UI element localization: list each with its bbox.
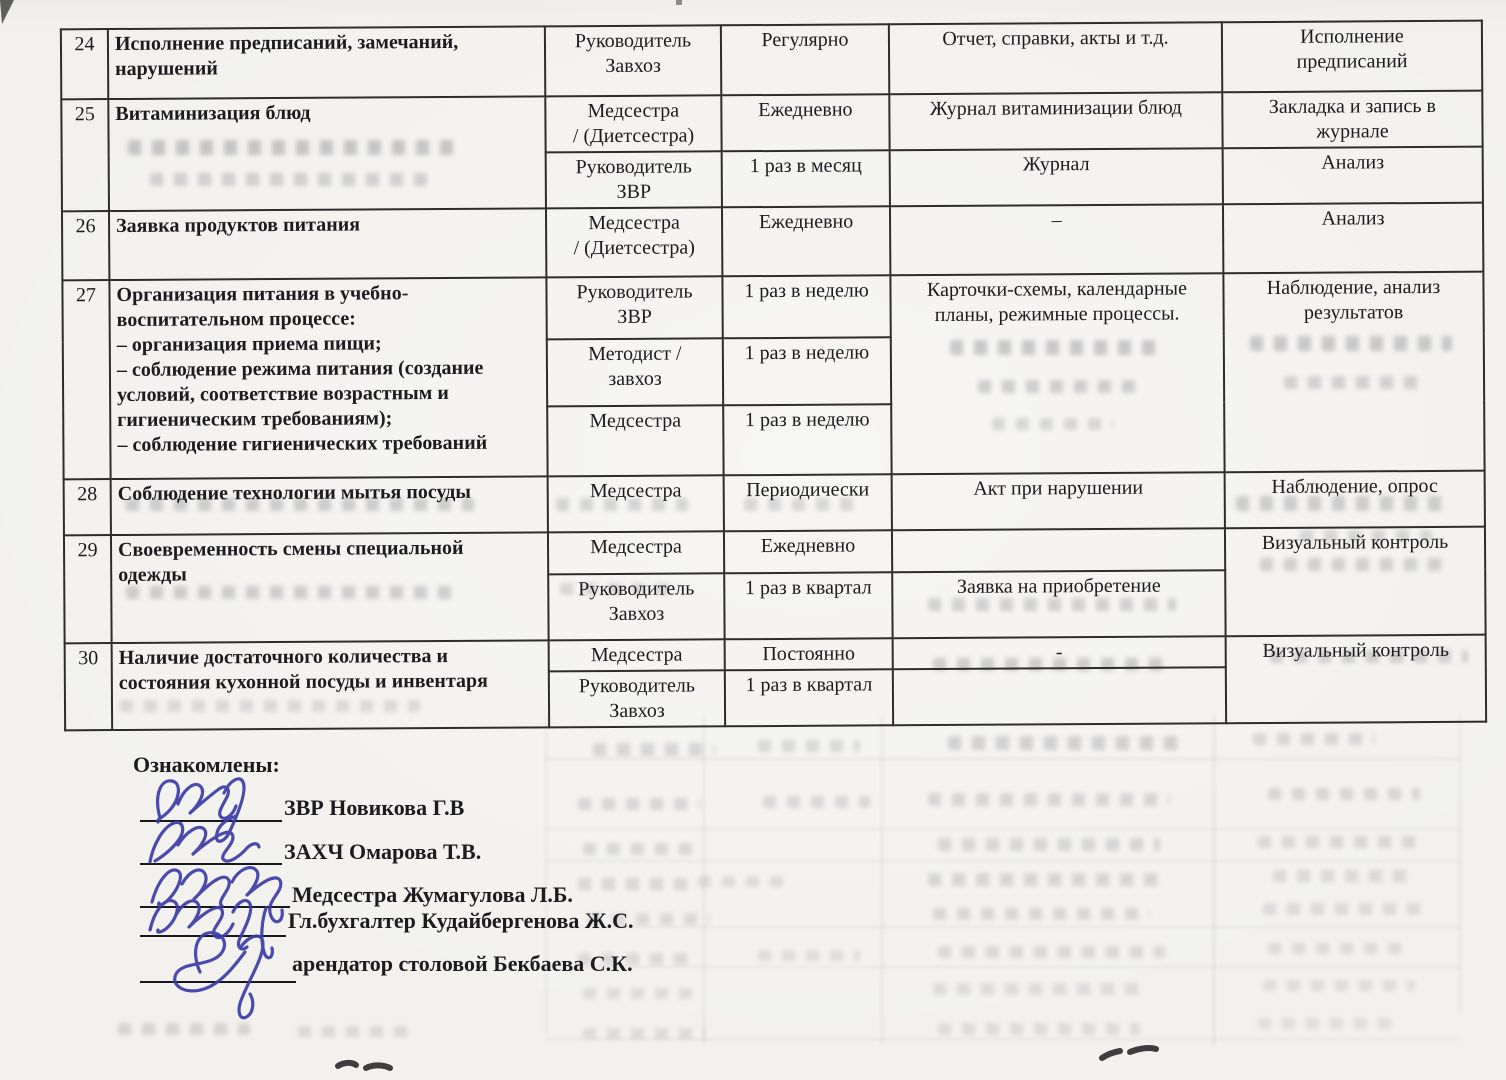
- scan-corner-artifact: [0, 0, 14, 24]
- bleed-through-artifact: [1268, 788, 1420, 800]
- acknowledged-heading: Ознакомлены:: [133, 752, 280, 777]
- documents-cell: [893, 667, 1226, 725]
- bleed-through-gridline: [881, 715, 883, 1045]
- signature-omarova: [150, 822, 259, 862]
- responsible-cell: Медсестра: [548, 531, 724, 574]
- signature-bekbaeva: [175, 933, 263, 1018]
- frequency-cell: Ежедневно: [721, 94, 889, 151]
- signature-line: [140, 863, 282, 865]
- bleed-through-artifact: [583, 843, 695, 855]
- documents-cell: Карточки-схемы, календарные планы, режимные процессы.: [890, 273, 1224, 474]
- bleed-through-artifact: [698, 876, 790, 887]
- result-cell: Закладка и запись в журнале: [1222, 91, 1482, 149]
- bleed-through-gridline: [545, 828, 1460, 830]
- bleed-through-artifact: [1263, 903, 1420, 915]
- control-item-cell: Организация питания в учебно- воспитательном процессе: – организация приема пищи; – соблюдение режима питания (создание условий, соответствие возрастным и гигиеническим требованиям); – соблюдение гигиенических требований: [109, 277, 547, 479]
- documents-cell: Заявка на приобретение: [892, 570, 1225, 638]
- responsible-cell: Руководитель ЗВР: [546, 276, 722, 339]
- bleed-through-artifact: [933, 908, 1150, 920]
- bleed-through-artifact: [928, 793, 1170, 806]
- result-cell: Анализ: [1223, 147, 1483, 205]
- control-item-cell: Своевременность смены специальной одежды: [111, 532, 549, 643]
- control-item-cell: Заявка продуктов питания: [109, 208, 546, 280]
- bleed-through-gridline: [1213, 715, 1215, 1045]
- documents-cell: Акт при нарушении: [892, 472, 1225, 530]
- row-number: 26: [62, 211, 109, 280]
- bleed-through-artifact: [298, 1026, 410, 1037]
- frequency-cell: 1 раз в месяц: [722, 150, 890, 207]
- responsible-cell: Руководитель Завхоз: [545, 25, 721, 96]
- frequency-cell: 1 раз в квартал: [724, 572, 892, 639]
- documents-cell: Журнал: [890, 148, 1223, 206]
- bleed-through-artifact: [1258, 1018, 1400, 1029]
- bleed-through-artifact: [938, 946, 1165, 958]
- bleed-through-artifact: [583, 1028, 705, 1039]
- result-cell: Визуальный контроль: [1226, 635, 1487, 724]
- documents-cell: [892, 528, 1225, 572]
- frequency-cell: Ежедневно: [722, 206, 890, 276]
- frequency-cell: Постоянно: [725, 638, 893, 670]
- signature-zhumagulova: [152, 868, 282, 922]
- result-cell: Наблюдение, анализ результатов: [1223, 272, 1484, 473]
- documents-cell: Отчет, справки, акты и т.д.: [889, 22, 1222, 94]
- result-cell: Визуальный контроль: [1225, 527, 1486, 637]
- bleed-through-gridline: [545, 860, 1460, 862]
- bleed-through-gridline: [1459, 715, 1461, 1015]
- frequency-cell: Ежедневно: [724, 530, 892, 573]
- bleed-through-artifact: [938, 1023, 1140, 1035]
- frequency-cell: 1 раз в неделю: [723, 404, 891, 475]
- bleed-through-gridline: [545, 758, 1460, 760]
- documents-cell: Журнал витаминизации блюд: [889, 92, 1222, 150]
- bleed-through-artifact: [1253, 733, 1375, 745]
- signature-novikova: [158, 779, 244, 841]
- bleed-through-gridline: [545, 715, 547, 1035]
- bleed-through-artifact: [1268, 943, 1410, 954]
- signature-line: [140, 906, 290, 908]
- result-cell: Исполнение предписаний: [1222, 21, 1482, 93]
- scan-edge-speck: [676, 0, 682, 5]
- frequency-cell: 1 раз в неделю: [722, 275, 890, 338]
- signature-line: [140, 820, 282, 822]
- responsible-cell: Медсестра / (Диетсестра): [546, 207, 722, 277]
- signature-kudaibergenova: [150, 901, 272, 958]
- signature-line: [140, 981, 296, 983]
- bleed-through-gridline: [545, 926, 1460, 928]
- bleed-through-artifact: [578, 878, 695, 890]
- bleed-through-artifact: [758, 740, 860, 752]
- bleed-through-gridline: [545, 1038, 1460, 1040]
- row-number: 25: [61, 99, 109, 211]
- responsible-cell: Медсестра: [547, 405, 723, 476]
- row-number: 29: [64, 535, 112, 643]
- responsible-cell: Руководитель Завхоз: [548, 573, 724, 640]
- frequency-cell: 1 раз в неделю: [723, 337, 891, 405]
- signature-line: [140, 935, 286, 937]
- bleed-through-artifact: [933, 983, 1145, 995]
- bleed-through-artifact: [948, 736, 1180, 750]
- signatory-label: арендатор столовой Бекбаева С.К.: [292, 951, 633, 976]
- responsible-cell: Методист / завхоз: [547, 338, 723, 406]
- frequency-cell: Периодически: [724, 474, 892, 531]
- control-plan-table: [60, 20, 1487, 732]
- bleed-through-artifact: [593, 743, 715, 756]
- bleed-through-artifact: [1263, 980, 1415, 991]
- frequency-cell: Регулярно: [721, 24, 889, 95]
- row-number: 30: [65, 643, 113, 730]
- ink-dash-bottom-right: [1102, 1048, 1156, 1058]
- signatory-label: ЗАХЧ Омарова Т.В.: [284, 839, 482, 864]
- row-number: 28: [64, 479, 111, 535]
- responsible-cell: Руководитель ЗВР: [546, 151, 722, 208]
- bleed-through-artifact: [928, 873, 1160, 886]
- bleed-through-artifact: [1258, 836, 1420, 848]
- result-cell: Анализ: [1223, 203, 1483, 274]
- bleed-through-artifact: [758, 950, 860, 961]
- row-number: 24: [61, 29, 108, 99]
- bleed-through-artifact: [938, 838, 1160, 851]
- signatory-label: Гл.бухгалтер Кудайбергенова Ж.С.: [288, 908, 634, 933]
- signatory-label: ЗВР Новикова Г.В: [284, 795, 465, 820]
- responsible-cell: Медсестра / (Диетсестра): [545, 95, 721, 152]
- documents-cell: -: [893, 636, 1226, 669]
- signatory-label: Медсестра Жумагулова Л.Б.: [292, 882, 573, 907]
- control-item-cell: Соблюдение технологии мытья посуды: [111, 476, 548, 535]
- responsible-cell: Медсестра: [548, 475, 724, 532]
- frequency-cell: 1 раз в квартал: [725, 669, 893, 726]
- responsible-cell: Медсестра: [549, 639, 725, 671]
- row-number: 27: [62, 280, 110, 479]
- bleed-through-artifact: [578, 798, 700, 810]
- result-cell: Наблюдение, опрос: [1225, 471, 1485, 529]
- control-item-cell: Наличие достаточного количества и состояния кухонной посуды и инвентаря: [112, 640, 550, 730]
- bleed-through-gridline: [545, 966, 1460, 968]
- responsible-cell: Руководитель Завхоз: [549, 670, 725, 727]
- bleed-through-artifact: [1273, 870, 1415, 882]
- control-item-cell: Витаминизация блюд: [108, 96, 546, 211]
- ink-dash-bottom-left: [338, 1063, 390, 1068]
- bleed-through-artifact: [118, 1023, 250, 1035]
- bleed-through-gridline: [703, 715, 705, 1045]
- control-item-cell: Исполнение предписаний, замечаний, нарушений: [108, 26, 545, 99]
- bleed-through-artifact: [763, 796, 870, 808]
- documents-cell: –: [890, 204, 1223, 275]
- bleed-through-artifact: [583, 988, 700, 999]
